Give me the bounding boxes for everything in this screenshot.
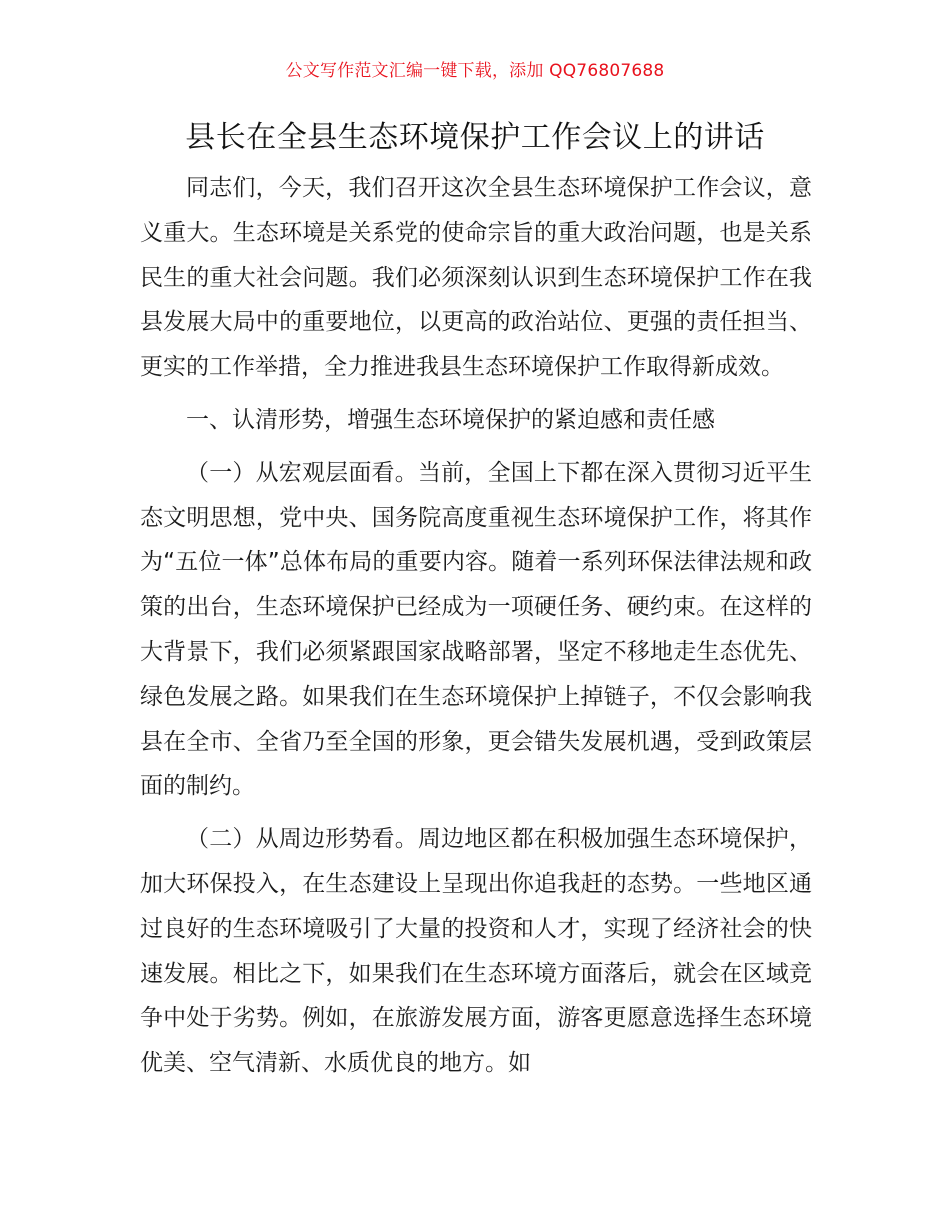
document-title: 县长在全县生态环境保护工作会议上的讲话: [185, 120, 765, 155]
document-body: [140, 166, 812, 1086]
promo-header: 公文写作范文汇编一键下载，添加 QQ76807688: [285, 61, 665, 81]
subsection-paragraph-surrounding: （二）从周边形势看。周边地区都在积极加强生态环境保护，加大环保投入，在生态建设上呈现出你追我赶的态势。一些地区通过良好的生态环境吸引了大量的投资和人才，实现了经济社会的快速发展。相比之下，如果我们在生态环境方面落后，就会在区域竞争中处于劣势。例如，在旅游发展方面，游客更愿意选择生态环境优美、空气清新、水质优良的地方。如: [140, 826, 812, 1077]
section-heading: 一、认清形势，增强生态环境保护的紧迫感和责任感: [186, 406, 715, 433]
subsection-paragraph-macro: （一）从宏观层面看。当前，全国上下都在深入贯彻习近平生态文明思想，党中央、国务院高度重视生态环境保护工作，将其作为“五位一体”总体布局的重要内容。随着一系列环保法律法规和政策的出台，生态环境保护已经成为一项硬任务、硬约束。在这样的大背景下，我们必须紧跟国家战略部署，坚定不移地走生态优先、绿色发展之路。如果我们在生态环境保护上掉链子，不仅会影响我县在全市、全省乃至全国的形象，更会错失发展机遇，受到政策层面的制约。: [140, 459, 812, 800]
intro-paragraph: 同志们，今天，我们召开这次全县生态环境保护工作会议，意义重大。生态环境是关系党的使命宗旨的重大政治问题，也是关系民生的重大社会问题。我们必须深刻认识到生态环境保护工作在我县发展大局中的重要地位，以更高的政治站位、更强的责任担当、更实的工作举措，全力推进我县生态环境保护工作取得新成效。: [140, 175, 812, 381]
